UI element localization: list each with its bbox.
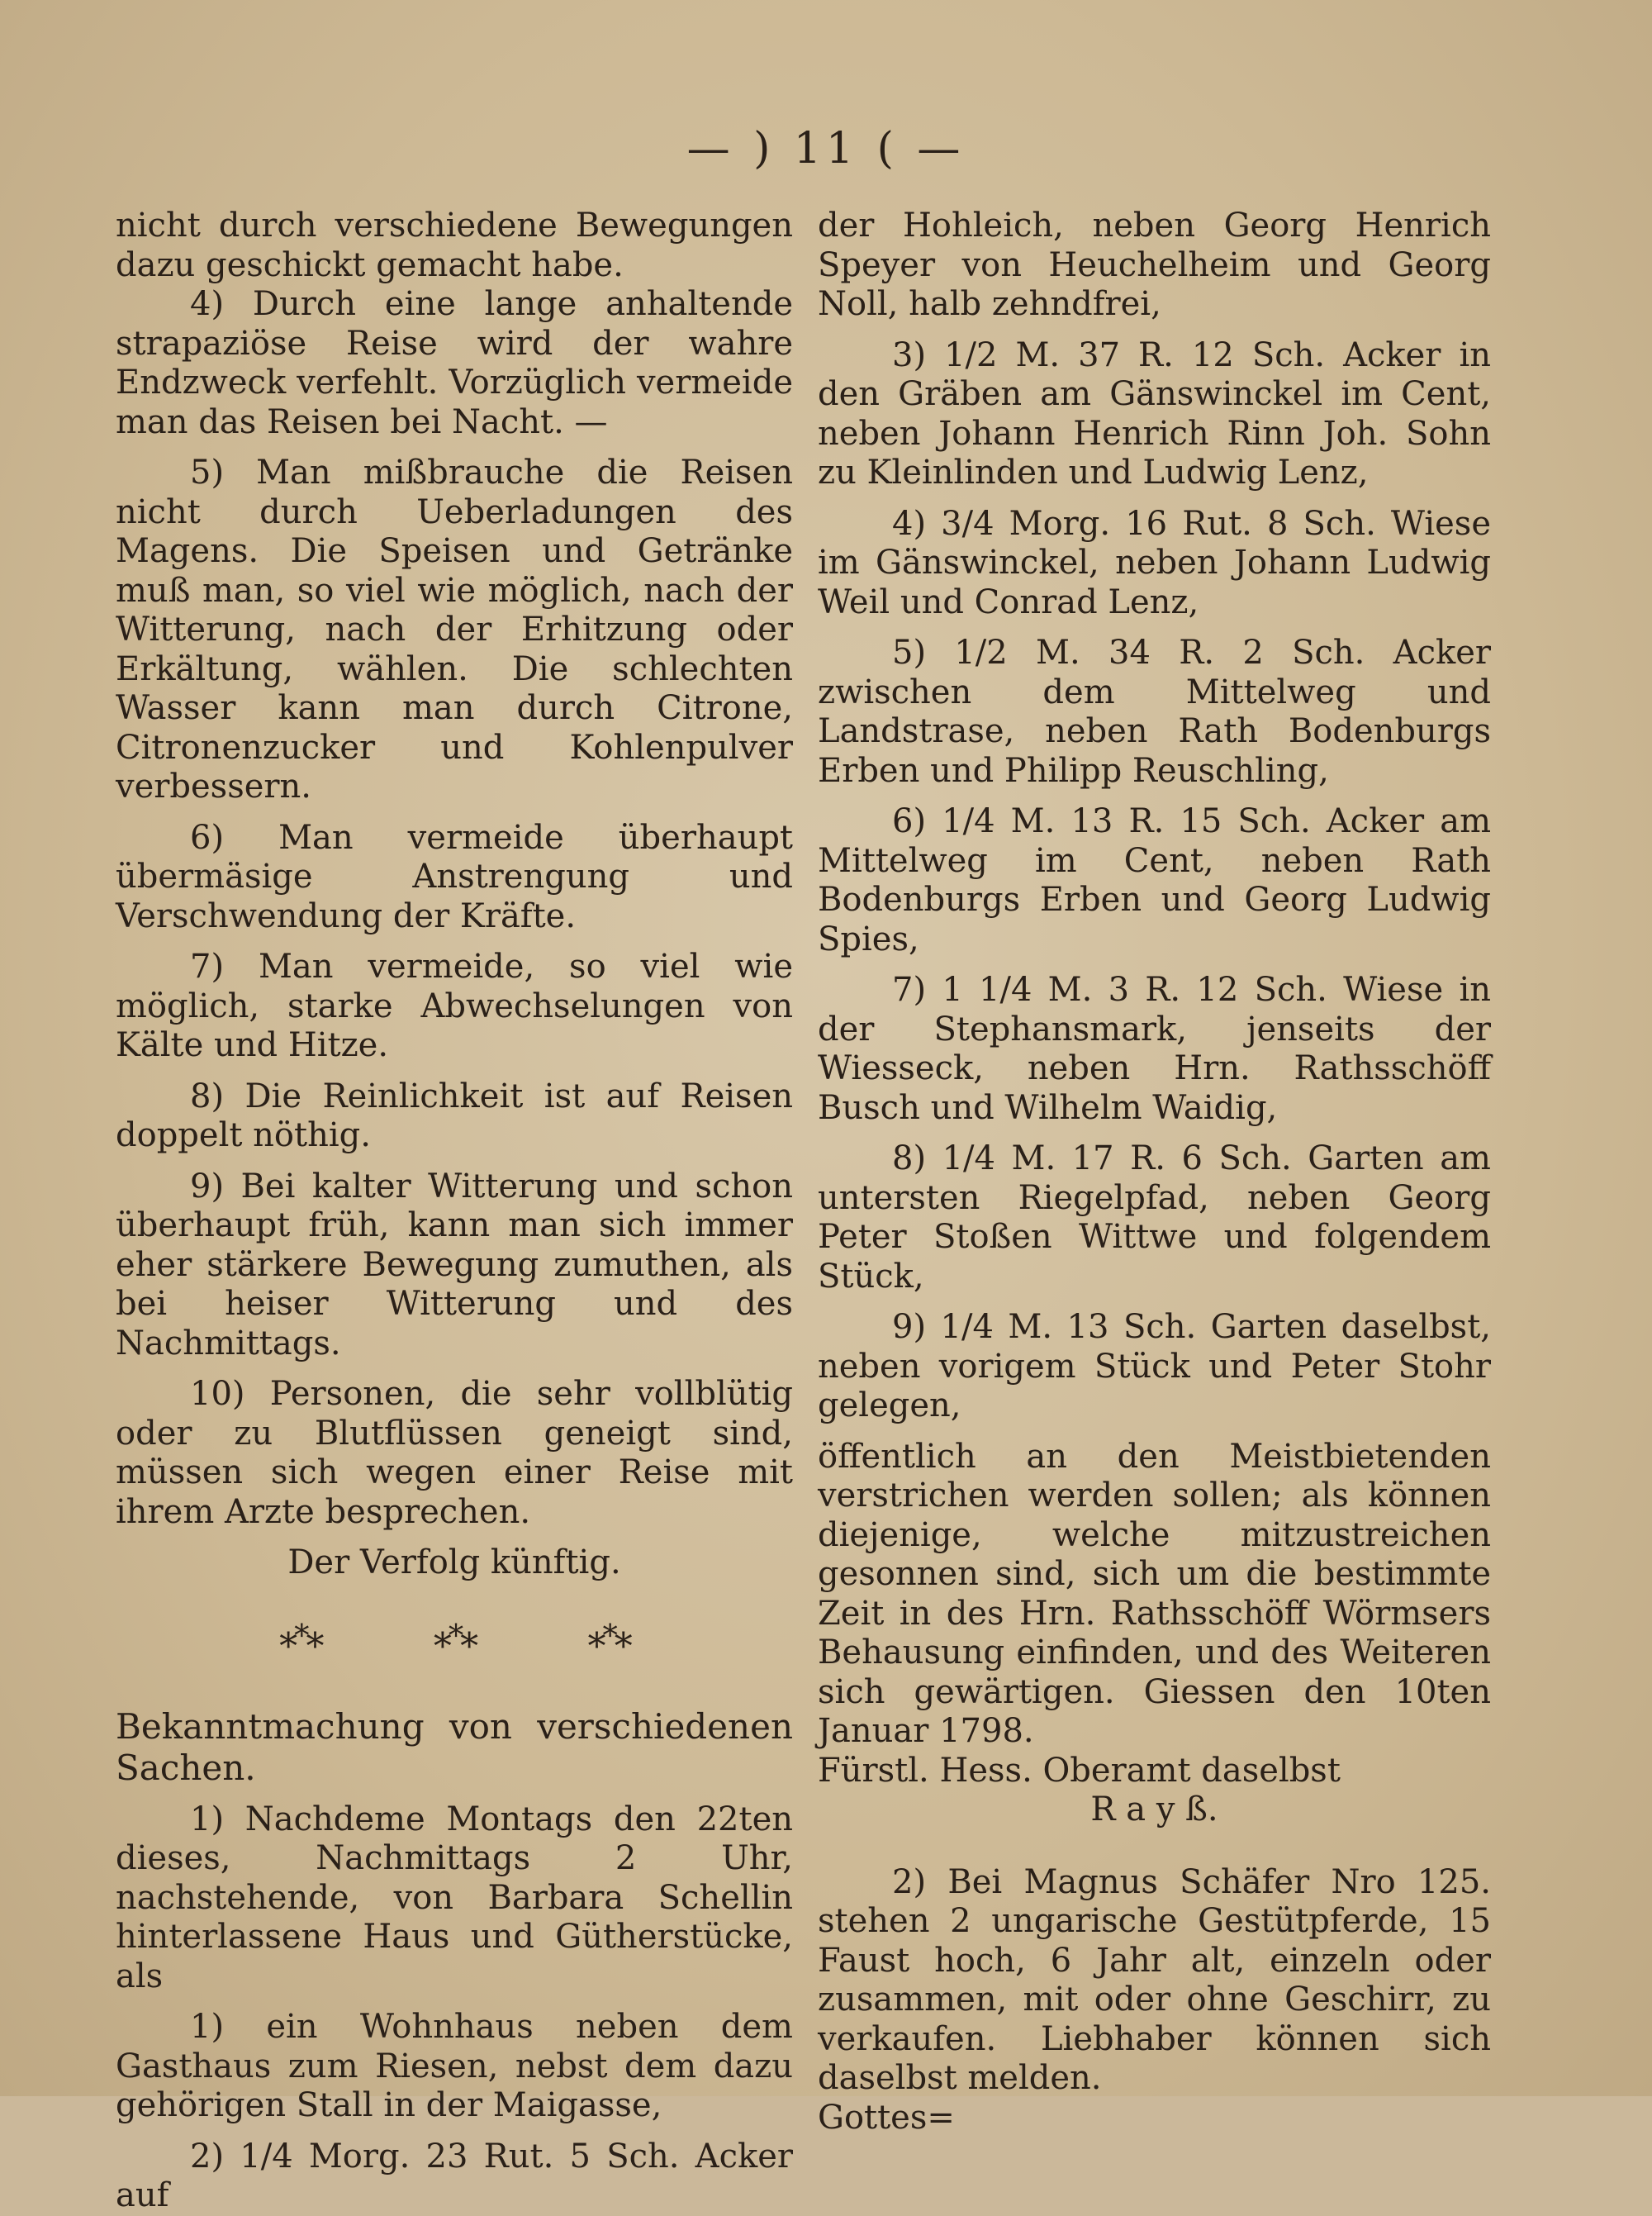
catchword: Gottes=: [818, 2098, 955, 2137]
paragraph: 10) Personen, die sehr vollblütig oder zu Blutflüssen geneigt sind, müssen sich wegen einer Reise mit ihrem Arzte besprechen.: [116, 1375, 793, 1531]
list-item: 3) 1/2 M. 37 R. 12 Sch. Acker in den Gräben am Gänswinckel im Cent, neben Johann Henrich Rinn Joh. Sohn zu Kleinlinden und Ludwig Lenz,: [818, 335, 1491, 492]
separator-stars: ***: [433, 1617, 476, 1668]
paragraph: 5) Man mißbrauche die Reisen nicht durch Ueberladungen des Magens. Die Speisen und Getränke muß man, so viel wie möglich, nach der Witterung, nach der Erhitzung oder Erkältung, wählen. Die schlechten Wasser kann man durch Citrone, Citronenzucker und Kohlenpulver verbessern.: [116, 454, 793, 806]
separator-stars: ***: [279, 1617, 321, 1668]
closing-paragraph: öffentlich an den Meistbietenden verstrichen werden sollen; als können diejenige, welche mitzustreichen gesonnen sind, sich um die bestimmte Zeit in des Hrn. Rathsschöff Wörmsers Behausung einfinden, und des Weiteren sich gewärtigen. Giessen den 10ten Januar 1798.: [818, 1437, 1491, 1750]
right-column: [818, 207, 1491, 2138]
paragraph: 4) Durch eine lange anhaltende strapaziöse Reise wird der wahre Endzweck verfehlt. Vorzüglich vermeide man das Reisen bei Nacht. —: [116, 285, 793, 441]
paragraph: der Hohleich, neben Georg Henrich Speyer von Heuchelheim und Georg Noll, halb zehndfrei,: [818, 207, 1491, 323]
notice-paragraph: 2) Bei Magnus Schäfer Nro 125. stehen 2 ungarische Gestütpferde, 15 Faust hoch, 6 Jahr alt, einzeln oder zusammen, mit oder ohne Geschirr, zu verkaufen. Liebhaber können sich daselbst melden.: [818, 1862, 1491, 2097]
list-item: 5) 1/2 M. 34 R. 2 Sch. Acker zwischen dem Mittelweg und Landstrase, neben Rath Bodenburgs Erben und Philipp Reuschling,: [818, 634, 1491, 790]
list-item: 8) 1/4 M. 17 R. 6 Sch. Garten am untersten Riegelpfad, neben Georg Peter Stoßen Wittwe und folgendem Stück,: [818, 1139, 1491, 1296]
list-item: 1) ein Wohnhaus neben dem Gasthaus zum Riesen, nebst dem dazu gehörigen Stall in der Maigasse,: [116, 2008, 793, 2125]
notice-intro: 1) Nachdeme Montags den 22ten dieses, Nachmittags 2 Uhr, nachstehende, von Barbara Schellin hinterlassene Haus und Gütherstücke, als: [116, 1800, 793, 1995]
paragraph: 8) Die Reinlichkeit ist auf Reisen doppelt nöthig.: [116, 1077, 793, 1154]
list-item: 9) 1/4 M. 13 Sch. Garten daselbst, neben vorigem Stück und Peter Stohr gelegen,: [818, 1308, 1491, 1424]
paragraph: 9) Bei kalter Witterung und schon überhaupt früh, kann man sich immer eher stärkere Bewegung zumuthen, als bei heiser Witterung und des Nachmittags.: [116, 1167, 793, 1362]
page-number: — ) 11 ( —: [686, 124, 966, 174]
section-heading: Bekanntmachung von verschiedenen Sachen.: [116, 1705, 793, 1788]
separator: [223, 1616, 686, 1667]
list-item: 4) 3/4 Morg. 16 Rut. 8 Sch. Wiese im Gänswinckel, neben Johann Ludwig Weil und Conrad Lenz,: [818, 504, 1491, 621]
paragraph: nicht durch verschiedene Bewegungen dazu geschickt gemacht habe.: [116, 207, 793, 284]
signature-authority: Fürstl. Hess. Oberamt daselbst: [818, 1751, 1341, 1790]
continued-note: Der Verfolg künftig.: [287, 1543, 621, 1581]
signature-name: R a y ß.: [1090, 1790, 1218, 1828]
separator-stars: ***: [587, 1617, 629, 1668]
list-item: 7) 1 1/4 M. 3 R. 12 Sch. Wiese in der Stephansmark, jenseits der Wiesseck, neben Hrn. Rathsschöff Busch und Wilhelm Waidig,: [818, 971, 1491, 1127]
paragraph: 6) Man vermeide überhaupt übermäsige Anstrengung und Verschwendung der Kräfte.: [116, 818, 793, 935]
list-item: 6) 1/4 M. 13 R. 15 Sch. Acker am Mittelweg im Cent, neben Rath Bodenburgs Erben und Georg Ludwig Spies,: [818, 802, 1491, 958]
paragraph: 7) Man vermeide, so viel wie möglich, starke Abwechselungen von Kälte und Hitze.: [116, 948, 793, 1064]
list-item: 2) 1/4 Morg. 23 Rut. 5 Sch. Acker auf: [116, 2137, 793, 2215]
left-column: [116, 207, 793, 2216]
